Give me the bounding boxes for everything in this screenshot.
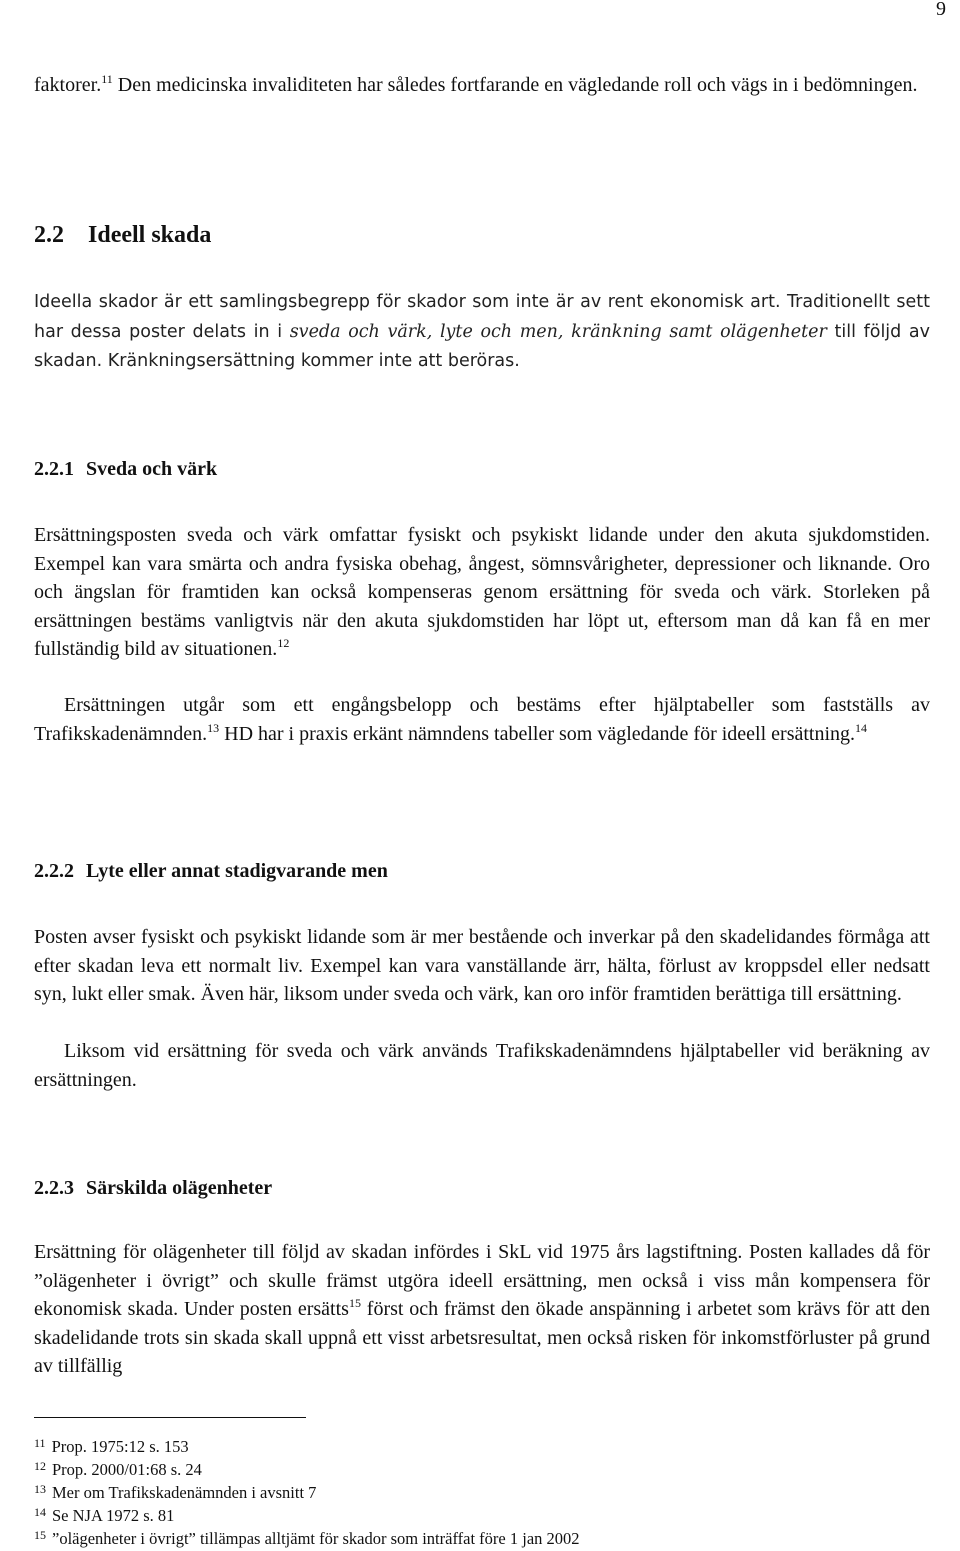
paragraph-sveda-och-vark [34,521,930,664]
paragraph-lyte [34,923,930,1009]
footnote-number: 15 [34,1528,46,1542]
text: Ersättning för olägenheter till följd av skadan infördes i SkL vid 1975 års lagstiftning. Posten kallades då för ”olägenheter i övrigt” och skulle främst utgöra ideell ersättning, men också i viss mån kompensera för ekonomisk skada. Under posten ersätts [34,1241,930,1320]
section-heading-2-2-3 [34,1177,272,1200]
heading-title: Sveda och värk [86,458,218,480]
text: Den medicinska invaliditeten har således fortfarande en vägledande roll och vägs in i bedömningen. [112,74,918,96]
footnote-text: Prop. 2000/01:68 s. 24 [52,1460,202,1479]
page-number: 9 [936,0,946,20]
text: först och främst den ökade anspänning i arbetet som krävs för att den skadelidande trots sin skada skall uppnå ett visst arbetsresultat, men också risken för inkomstförluster på grund av tillfällig [34,1298,930,1377]
section-heading-2-2-1 [34,458,217,481]
heading-title: Särskilda olägenheter [86,1177,273,1199]
footnote-number: 13 [34,1482,46,1496]
footnote-number: 14 [34,1505,46,1519]
text: Posten avser fysiskt och psykiskt lidande som är mer bestående och inverkar på den skadelidandes förmåga att efter skadan leva ett normalt liv. Exempel kan vara vanställande ärr, hälta, förlust av kroppsdel eller nedsatt syn, lukt eller smak. Även här, liksom under sveda och värk, kan oro inför framtiden berättiga till ersättning. [34,926,930,1005]
footnote-ref[interactable]: 12 [277,636,290,650]
heading-title: Ideell skada [88,222,212,248]
footnote-ref[interactable]: 13 [207,720,220,735]
text: Ideella skador är ett samlingsbegrepp för skador som inte är av rent ekonomisk art. Traditionellt sett har dessa poster delats in i [34,292,930,342]
paragraph-engangsbelopp [34,691,930,748]
footnote-number: 12 [34,1459,46,1473]
paragraph-hjalptabeller [34,1037,930,1094]
heading-number: 2.2 [34,222,64,248]
text: Ersättningsposten sveda och värk omfattar fysiskt och psykiskt lidande under den akuta sjukdomstiden. Exempel kan vara smärta och andra fysiska obehag, ångest, sömnsvårigheter, depressioner och liknande. Oro och ängslan för framtiden kan också kompenseras genom ersättning för sveda och värk. Storleken på ersättningen bestäms vanligtvis när den akuta sjukdomstiden har löpt ut, eftersom man då kan få en mer fullständig bild av situationen. [34,524,930,660]
footnote-number: 11 [34,1436,46,1450]
footnote-ref[interactable]: 14 [855,720,868,735]
text: HD har i praxis erkänt nämndens tabeller som vägledande för ideell ersättning. [219,722,856,745]
footnote-text: ”olägenheter i övrigt” tillämpas alltjämt för skador som inträffat före 1 jan 2002 [52,1529,580,1548]
text: Liksom vid ersättning för sveda och värk används Trafikskadenämndens hjälptabeller vid beräkning av ersättningen. [34,1040,930,1091]
italic-text: sveda och värk, lyte och men, kränkning samt olägenheter [289,321,827,342]
footnote-text: Se NJA 1972 s. 81 [52,1506,175,1525]
footnote-ref[interactable]: 11 [101,72,113,86]
text: till följd av skadan. Kränkningsersättning kommer inte att beröras. [34,321,930,371]
footnote-ref[interactable]: 15 [348,1296,361,1310]
heading-number: 2.2.2 [34,860,74,882]
paragraph-continuation [34,71,930,100]
heading-number: 2.2.3 [34,1177,74,1199]
paragraph-ideella-skador [34,288,930,377]
footnote-text: Mer om Trafikskadenämnden i avsnitt 7 [52,1483,317,1502]
footnote-text: Prop. 1975:12 s. 153 [51,1437,189,1456]
heading-title: Lyte eller annat stadigvarande men [86,860,388,882]
section-heading-2-2 [34,222,211,249]
footnote [34,1524,580,1550]
section-heading-2-2-2 [34,860,388,883]
text: Ersättningen utgår som ett engångsbelopp och bestäms efter hjälptabeller som fastställs av Trafikskadenämnden. [34,694,930,745]
heading-number: 2.2.1 [34,458,74,480]
text: faktorer. [34,74,102,96]
footnote-divider [34,1417,306,1418]
paragraph-sarskilda-olagenheter [34,1238,930,1381]
